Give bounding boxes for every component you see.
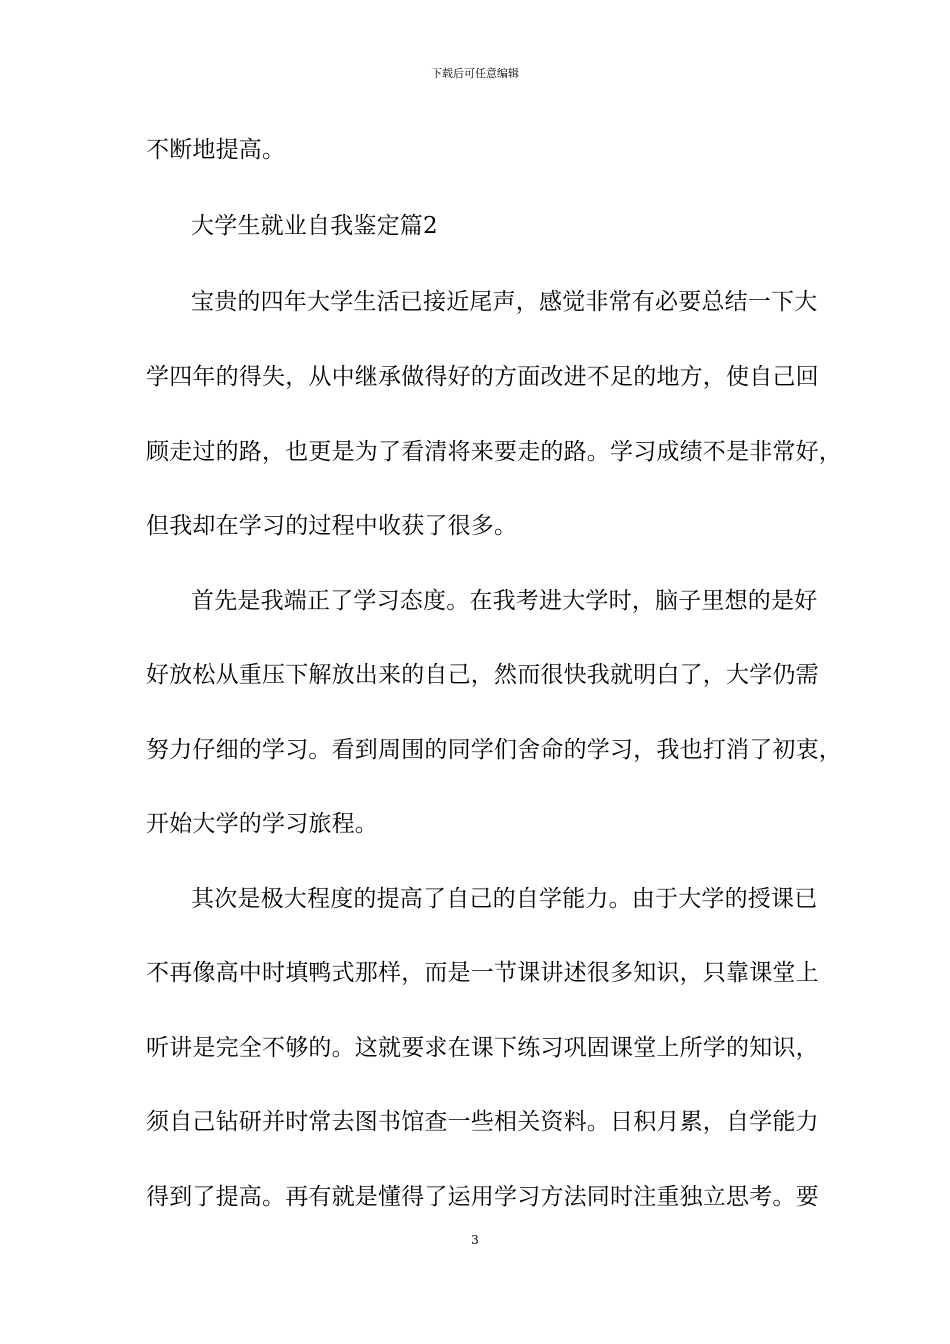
body-line: 努力仔细的学习。看到周围的同学们舍命的学习，我也打消了初衷，: [146, 737, 842, 763]
body-line: 顾走过的路，也更是为了看清将来要走的路。学习成绩不是非常好，: [146, 439, 842, 465]
body-line: 不再像高中时填鸭式那样，而是一节课讲述很多知识，只靠课堂上: [146, 960, 819, 986]
page-header: 下载后可任意编辑: [431, 67, 519, 80]
section-heading: 大学生就业自我鉴定篇2: [191, 213, 438, 239]
body-line: 得到了提高。再有就是懂得了运用学习方法同时注重独立思考。要: [146, 1184, 819, 1210]
body-line: 宝贵的四年大学生活已接近尾声，感觉非常有必要总结一下大: [191, 289, 818, 315]
body-line: 听讲是完全不够的。这就要求在课下练习巩固课堂上所学的知识，: [146, 1035, 819, 1061]
body-line: 其次是极大程度的提高了自己的自学能力。由于大学的授课已: [191, 886, 818, 912]
body-line: 但我却在学习的过程中收获了很多。: [146, 513, 518, 539]
page-number: 3: [471, 1233, 479, 1247]
body-line: 好放松从重压下解放出来的自己，然而很快我就明白了，大学仍需: [146, 662, 819, 688]
body-line: 不断地提高。: [146, 137, 286, 163]
body-line: 须自己钻研并时常去图书馆查一些相关资料。日积月累，自学能力: [146, 1109, 819, 1135]
body-line: 开始大学的学习旅程。: [146, 811, 378, 837]
body-line: 学四年的得失，从中继承做得好的方面改进不足的地方，使自己回: [146, 364, 819, 390]
body-line: 首先是我端正了学习态度。在我考进大学时，脑子里想的是好: [191, 588, 818, 614]
